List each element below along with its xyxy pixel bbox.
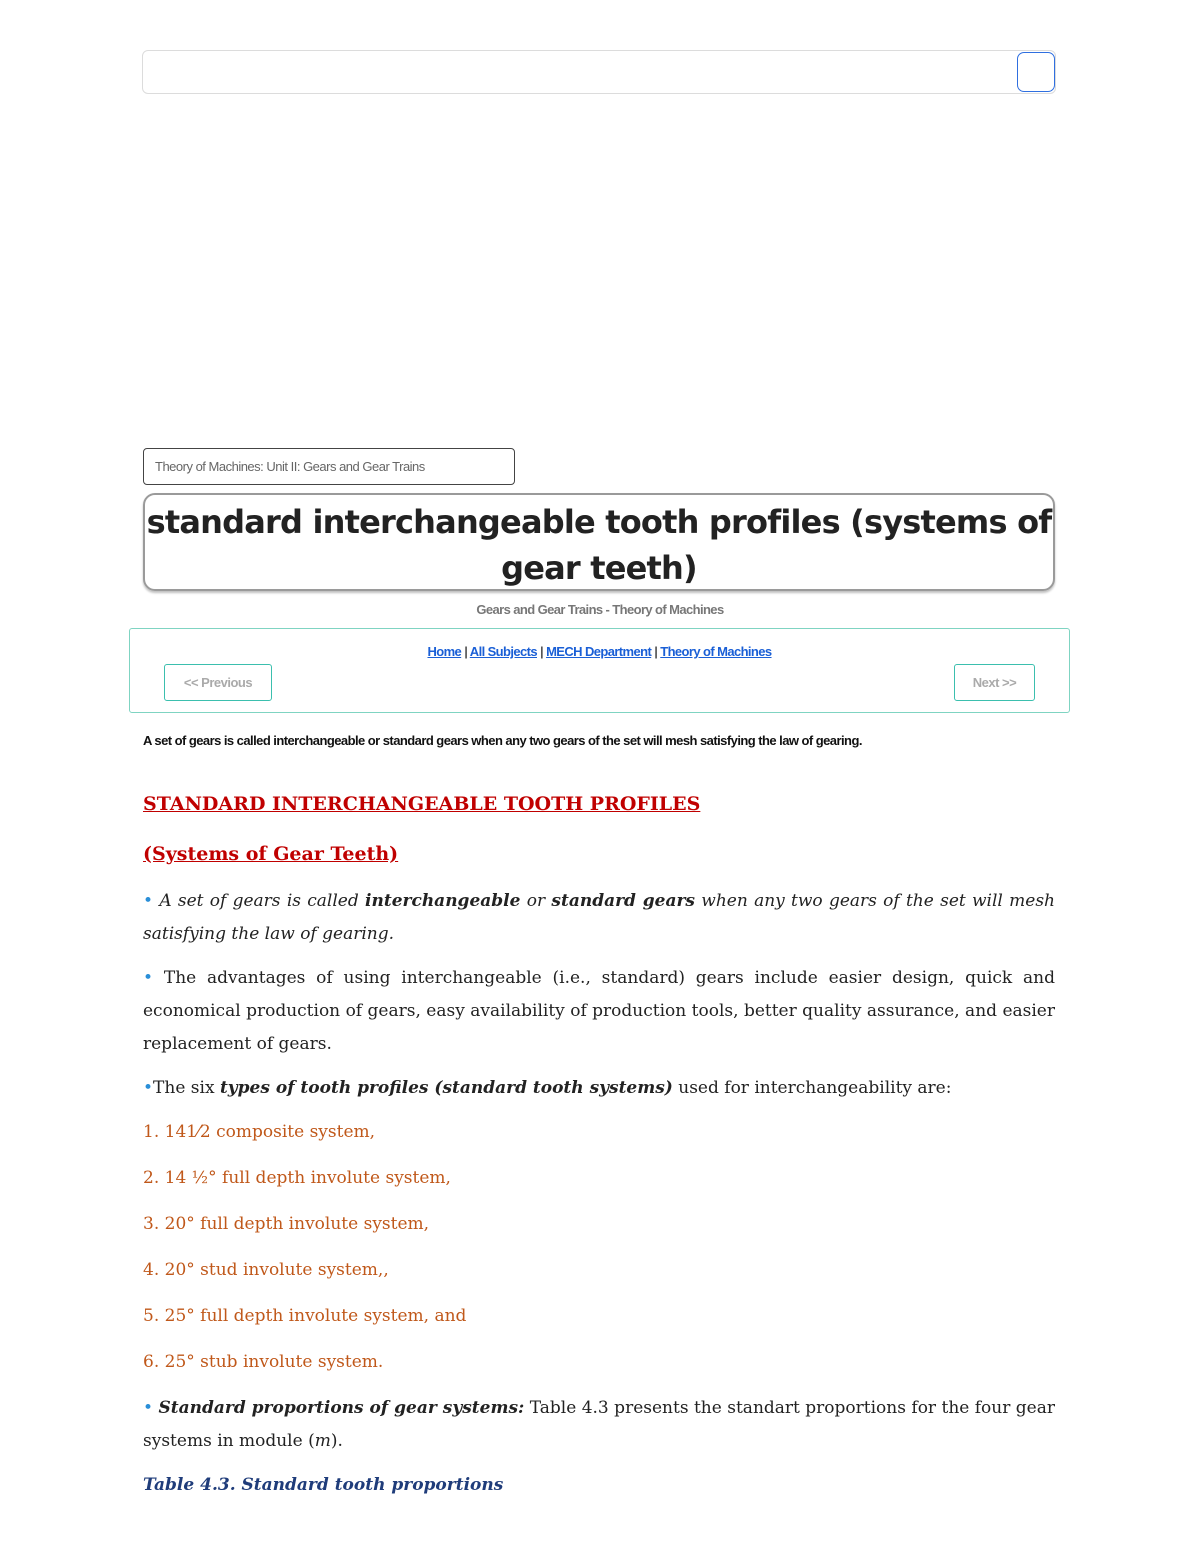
page-subtitle: Gears and Gear Trains - Theory of Machines: [476, 602, 724, 617]
definition-paragraph: [143, 885, 1055, 951]
next-button[interactable]: Next >>: [954, 664, 1035, 701]
article-content: [143, 788, 1055, 1502]
bullet-icon: •: [143, 1398, 154, 1418]
search-input[interactable]: [143, 51, 1013, 93]
list-item: 2. 14 ½° full depth involute system,: [143, 1168, 451, 1188]
paragraph-text: when any two gears of the set will mesh satisfying the law of gearing.: [143, 891, 1056, 944]
breadcrumb: [130, 644, 1069, 659]
article-subheading: (Systems of Gear Teeth): [143, 843, 399, 865]
intro-summary: A set of gears is called interchangeable or standard gears when any two gears of the set will mesh satisfying the law of gearing.: [143, 733, 862, 748]
bullet-icon: •: [143, 968, 154, 988]
list-item: 4. 20° stud involute system,,: [143, 1260, 389, 1280]
paragraph-text: Table 4.3 presents the standart proportions for the four gear systems in module (: [143, 1398, 1056, 1451]
emphasis-text: interchangeable: [365, 891, 521, 911]
proportions-paragraph: [143, 1392, 1055, 1458]
article-heading: STANDARD INTERCHANGEABLE TOOTH PROFILES: [143, 793, 701, 815]
paragraph-text: used for interchangeability are:: [672, 1078, 952, 1098]
page-title: standard interchangeable tooth profiles (systems of gear teeth): [146, 503, 1052, 587]
list-item: 1. 141⁄2 composite system,: [143, 1122, 376, 1142]
breadcrumb-home-link[interactable]: Home: [427, 644, 462, 659]
table-caption: Table 4.3. Standard tooth proportions: [143, 1475, 504, 1495]
breadcrumb-mech-department-link[interactable]: MECH Department: [546, 644, 652, 659]
list-item: 5. 25° full depth involute system, and: [143, 1306, 467, 1326]
module-symbol: m: [314, 1431, 331, 1451]
emphasis-text: types of tooth profiles (standard tooth systems): [219, 1078, 673, 1098]
search-button[interactable]: [1017, 52, 1055, 92]
emphasis-text: Standard proportions of gear systems:: [158, 1398, 525, 1418]
previous-button[interactable]: << Previous: [164, 664, 272, 701]
paragraph-text: The six: [153, 1078, 220, 1098]
breadcrumb-separator: |: [651, 644, 661, 659]
breadcrumb-theory-of-machines-link[interactable]: Theory of Machines: [660, 644, 772, 659]
paragraph-text: or: [520, 891, 552, 911]
paragraph-text: The advantages of using interchangeable (i.e., standard) gears include easier design, quick and economical production of gears, easy availability of production tools, better quality assurance, and easier replacement of gears.: [143, 968, 1055, 1054]
breadcrumb-separator: |: [537, 644, 547, 659]
breadcrumb-all-subjects-link[interactable]: All Subjects: [469, 644, 537, 659]
paragraph-text: A set of gears is called: [159, 891, 366, 911]
bullet-icon: •: [143, 1078, 154, 1098]
title-box: [143, 493, 1055, 591]
navigation-box: [129, 628, 1070, 713]
paragraph-text: ).: [330, 1431, 343, 1451]
advantages-paragraph: [143, 962, 1055, 1061]
list-item: 6. 25° stub involute system.: [143, 1352, 384, 1372]
bullet-icon: •: [143, 891, 154, 911]
search-bar: [142, 50, 1056, 94]
types-intro-paragraph: [143, 1072, 1055, 1105]
breadcrumb-separator: |: [461, 644, 470, 659]
emphasis-text: standard gears: [551, 891, 695, 911]
unit-badge[interactable]: Theory of Machines: Unit II: Gears and Gear Trains: [143, 448, 515, 485]
list-item: 3. 20° full depth involute system,: [143, 1214, 430, 1234]
